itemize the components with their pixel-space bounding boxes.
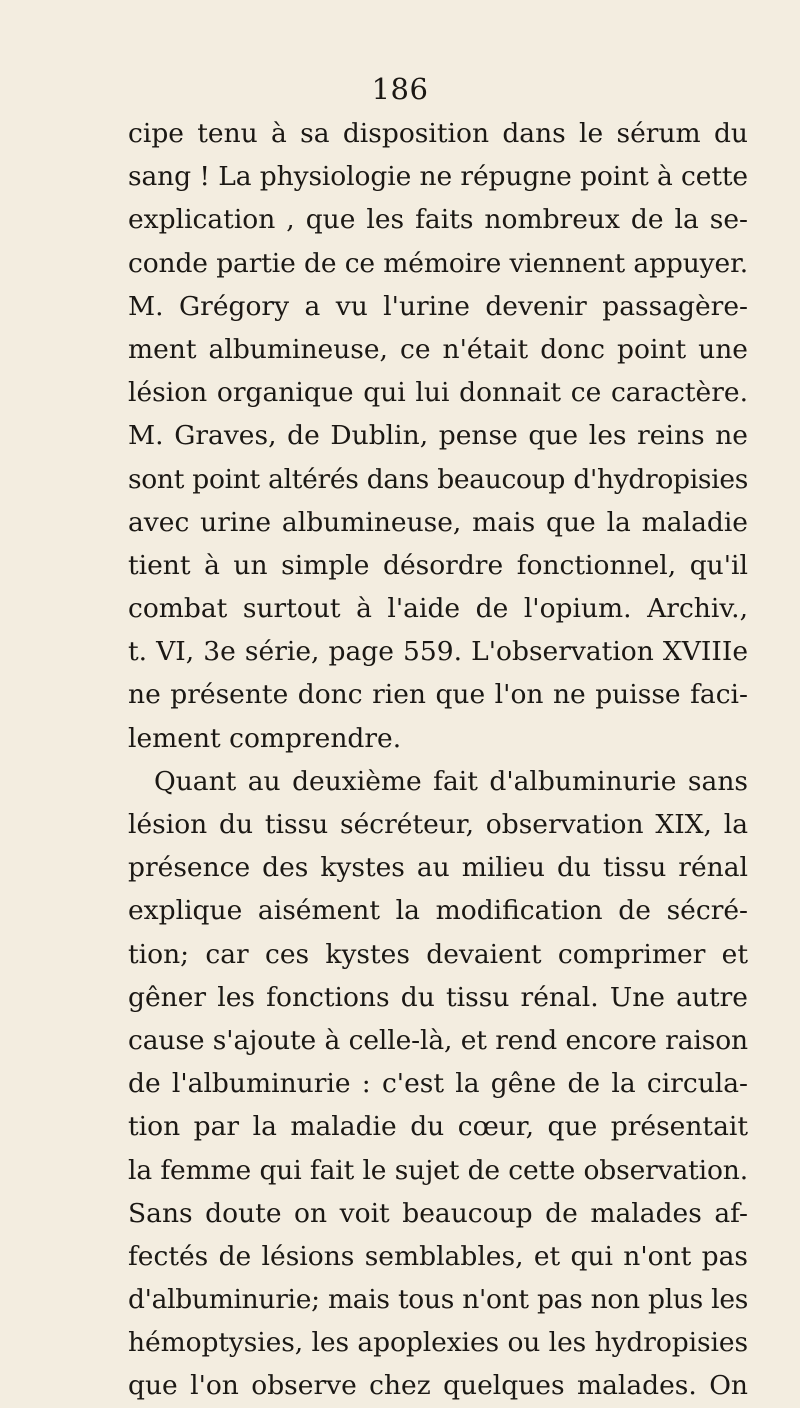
text-line: que l'on observe chez quelques malades. On [128,1370,748,1402]
text-line: M. Grégory a vu l'urine devenir passagère- [128,290,748,322]
text-line: d'albuminurie; mais tous n'ont pas non plus les [128,1284,748,1316]
text-line: conde partie de ce mémoire viennent appuyer. [128,247,748,279]
text-line: hémoptysies, les apoplexies ou les hydropisies [128,1327,748,1359]
page-number: 186 [371,72,429,106]
text-line: avec urine albumineuse, mais que la maladie [128,506,748,538]
text-line: lésion organique qui lui donnait ce caractère. [128,377,748,409]
text-line: présence des kystes au milieu du tissu rénal [128,852,748,884]
text-line: ne présente donc rien que l'on ne puisse faci- [128,679,748,711]
text-line: M. Graves, de Dublin, pense que les reins ne [128,420,748,452]
text-line: cipe tenu à sa disposition dans le sérum du [128,118,748,149]
text-line: tion par la maladie du cœur, que présentait [128,1111,748,1143]
text-line: lement comprendre. [128,722,402,754]
text-line: ment albumineuse, ce n'était donc point une [128,333,748,365]
text-line: Sans doute on voit beaucoup de malades af- [128,1197,748,1229]
text-line: tion; car ces kystes devaient comprimer et [128,938,748,970]
text-line: combat surtout à l'aide de l'opium. Archiv., [128,593,748,625]
text-line: fectés de lésions semblables, et qui n'ont pas [128,1240,748,1272]
text-line: la femme qui fait le sujet de cette observation. [128,1154,748,1186]
text-line: sont point altérés dans beaucoup d'hydropisies [128,463,748,495]
text-line: sang ! La physiologie ne répugne point à cette [128,161,748,193]
text-line: de l'albuminurie : c'est la gêne de la circula- [128,1068,748,1100]
text-line: lésion du tissu sécréteur, observation XIX, la [128,809,748,840]
body-text [128,112,748,1408]
text-line: explique aisément la modification de sécré- [128,895,748,927]
text-line: t. VI, 3e série, page 559. L'observation XVIIIe [128,636,748,668]
text-line: explication , que les faits nombreux de la se- [128,204,748,236]
text-line: tient à un simple désordre fonctionnel, qu'il [128,549,748,581]
text-line: gêner les fonctions du tissu rénal. Une autre [128,981,748,1013]
text-line: Quant au deuxième fait d'albuminurie sans [154,765,748,797]
text-line: cause s'ajoute à celle-là, et rend encore raison [128,1024,748,1056]
